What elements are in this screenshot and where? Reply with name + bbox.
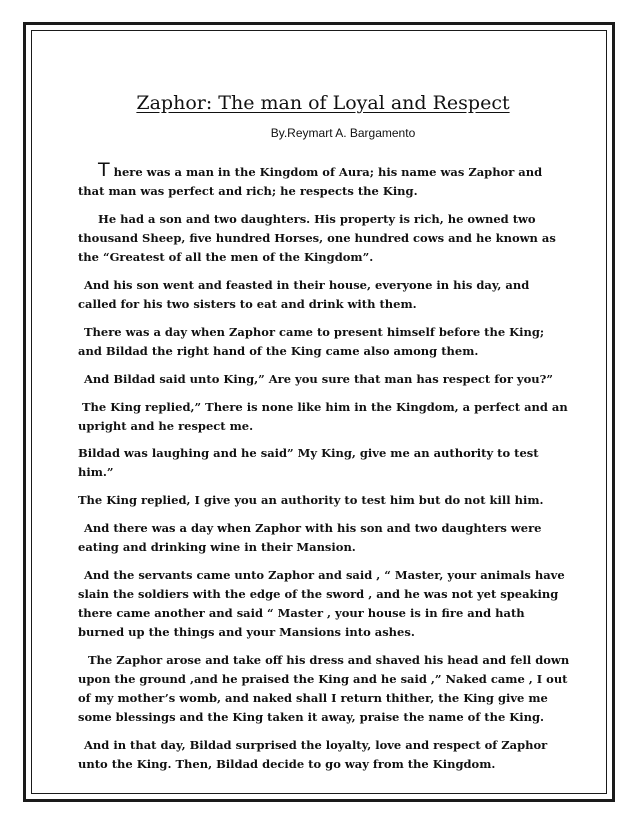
paragraph-10: [78, 566, 568, 642]
drop-cap: T: [98, 159, 110, 181]
paragraph-line: upon the ground ,and he praised the King and he said ,” Naked came , I out: [78, 672, 568, 686]
paragraph-line: And Bildad said unto King,” Are you sure that man has respect for you?”: [84, 372, 553, 386]
paragraph-line: upright and he respect me.: [78, 419, 254, 433]
paragraph-1: [78, 161, 568, 201]
paragraph-line: unto the King. Then, Bildad decide to go way from the Kingdom.: [78, 757, 496, 771]
paragraph-line: There was a day when Zaphor came to present himself before the King;: [84, 325, 545, 339]
paragraph-line: And in that day, Bildad surprised the loyalty, love and respect of Zaphor: [84, 738, 548, 752]
document-title: Zaphor: The man of Loyal and Respect: [136, 92, 510, 114]
paragraph-line: the “Greatest of all the men of the Kingdom”.: [78, 250, 374, 264]
paragraph-line: [78, 161, 568, 182]
paragraph-line: of my mother’s womb, and naked shall I return thither, the King give me: [78, 691, 548, 705]
paragraph-line: And there was a day when Zaphor with his son and two daughters were: [84, 521, 542, 535]
paragraph-line: The King replied, I give you an authority to test him but do not kill him.: [78, 493, 544, 507]
paragraph-5: [78, 370, 568, 389]
paragraph-line: The King replied,” There is none like him in the Kingdom, a perfect and an: [82, 400, 568, 414]
paragraph-line: called for his two sisters to eat and drink with them.: [78, 297, 417, 311]
paragraph-line: there came another and said “ Master , your house is in fire and hath: [78, 606, 525, 620]
paragraph-line: And the servants came unto Zaphor and said , “ Master, your animals have: [84, 568, 565, 582]
paragraph-line: burned up the things and your Mansions into ashes.: [78, 625, 415, 639]
paragraph-2: [78, 210, 568, 267]
author-byline: By.Reymart A. Bargamento: [270, 126, 416, 140]
paragraph-line: eating and drinking wine in their Mansion.: [78, 540, 356, 554]
paragraph-line: Bildad was laughing and he said” My King, give me an authority to test: [78, 446, 539, 460]
paragraph-line: The Zaphor arose and take off his dress and shaved his head and fell down: [88, 653, 570, 667]
paragraph-line: some blessings and the King taken it away, praise the name of the King.: [78, 710, 545, 724]
paragraph-8: [78, 491, 568, 510]
paragraph-3: [78, 276, 568, 314]
paragraph-line: him.”: [78, 465, 114, 479]
paragraph-12: [78, 736, 568, 774]
paragraph-4: [78, 323, 568, 361]
paragraph-9: [78, 519, 568, 557]
paragraph-7: [78, 444, 568, 482]
paragraph-line: And his son went and feasted in their house, everyone in his day, and: [84, 278, 530, 292]
line-text: here was a man in the Kingdom of Aura; his name was Zaphor and: [113, 165, 543, 179]
paragraph-line: thousand Sheep, five hundred Horses, one hundred cows and he known as: [78, 231, 556, 245]
paragraph-line: He had a son and two daughters. His property is rich, he owned two: [98, 212, 536, 226]
paragraph-line: and Bildad the right hand of the King came also among them.: [78, 344, 479, 358]
paragraph-line: slain the soldiers with the edge of the sword , and he was not yet speaking: [78, 587, 559, 601]
paragraph-11: [78, 651, 568, 727]
document-body: [78, 92, 568, 774]
paragraph-line: that man was perfect and rich; he respects the King.: [78, 184, 418, 198]
paragraph-6: [78, 398, 568, 436]
